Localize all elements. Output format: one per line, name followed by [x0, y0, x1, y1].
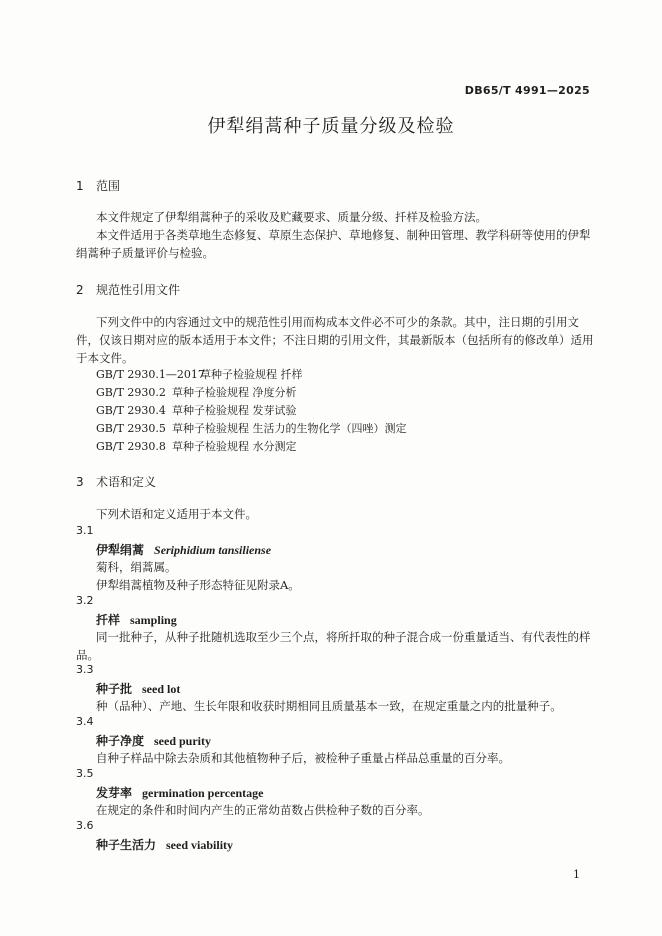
section-number: 2 — [76, 283, 84, 297]
term-zh: 发芽率 — [96, 786, 133, 800]
term-number: 3.6 — [76, 819, 94, 832]
reference-code: GB/T 2930.2 — [96, 386, 166, 399]
page-number: 1 — [573, 868, 580, 881]
reference-code: GB/T 2930.4 — [96, 404, 166, 417]
term-number: 3.4 — [76, 715, 94, 728]
term-heading — [96, 541, 271, 558]
reference-item — [96, 420, 407, 436]
reference-item — [96, 384, 297, 400]
term-heading — [96, 680, 180, 697]
reference-code: GB/T 2930.8 — [96, 440, 166, 453]
term-zh: 种子批 — [96, 682, 133, 696]
section-title: 范围 — [96, 179, 121, 193]
term-number: 3.3 — [76, 663, 94, 676]
reference-title: 草种子检验规程 净度分析 — [172, 386, 297, 399]
section-3-heading — [76, 473, 156, 490]
reference-title: 草种子检验规程 生活力的生物化学（四唑）测定 — [172, 422, 407, 435]
term-zh: 种子净度 — [96, 734, 145, 748]
term-number: 3.2 — [76, 594, 94, 607]
standard-code: DB65/T 4991—2025 — [464, 84, 590, 97]
term-definition: 菊科，绢蒿属。 — [96, 560, 177, 574]
section-number: 1 — [76, 179, 84, 193]
term-heading — [96, 836, 233, 853]
term-definition: 在规定的条件和时间内产生的正常幼苗数占供检种子数的百分率。 — [96, 803, 430, 817]
term-en: germination percentage — [142, 786, 264, 800]
term-en: seed viability — [166, 838, 234, 852]
term-en: Seriphidium tansiliense — [154, 543, 272, 557]
term-heading — [96, 732, 211, 749]
term-en: seed purity — [154, 734, 212, 748]
term-definition: 自种子样品中除去杂质和其他植物种子后，被检种子重量占样品总重量的百分率。 — [96, 751, 510, 765]
term-zh: 扦样 — [96, 613, 121, 627]
reference-code: GB/T 2930.5 — [96, 422, 166, 435]
terms-intro: 下列术语和定义适用于本文件。 — [96, 507, 257, 521]
scope-paragraph-2: 本文件适用于各类草地生态修复、草原生态保护、草地修复、制种田管理、教学科研等使用的伊犁绢蒿种子质量评价与检验。 — [76, 228, 591, 260]
scope-paragraph-1: 本文件规定了伊犁绢蒿种子的采收及贮藏要求、质量分级、扦样及检验方法。 — [96, 210, 487, 224]
term-heading — [96, 784, 263, 801]
reference-item — [96, 402, 297, 418]
section-title: 规范性引用文件 — [96, 283, 181, 297]
term-heading — [96, 611, 177, 628]
term-en: seed lot — [142, 682, 181, 696]
term-zh: 伊犁绢蒿 — [96, 543, 145, 557]
term-definition: 种（品种）、产地、生长年限和收获时期相同且质量基本一致，在规定重量之内的批量种子。 — [96, 699, 562, 713]
term-number: 3.5 — [76, 767, 94, 780]
term-en: sampling — [130, 613, 177, 627]
section-2-heading — [76, 281, 180, 298]
term-definition: 伊犁绢蒿植物及种子形态特征见附录A。 — [96, 578, 300, 592]
section-1-heading — [76, 177, 120, 194]
reference-title: 草种子检验规程 发芽试验 — [172, 404, 297, 417]
document-title: 伊犁绢蒿种子质量分级及检验 — [207, 116, 455, 137]
term-zh: 种子生活力 — [96, 838, 157, 852]
reference-title: 草种子检验规程 扦样 — [200, 368, 303, 381]
reference-item — [96, 366, 303, 382]
reference-item — [96, 438, 297, 454]
term-definition: 同一批种子，从种子批随机选取至少三个点，将所扦取的种子混合成一份重量适当、有代表性的样品。 — [76, 630, 591, 662]
section-title: 术语和定义 — [96, 475, 157, 489]
references-intro: 下列文件中的内容通过文中的规范性引用而构成本文件必不可少的条款。其中，注日期的引用文件，仅该日期对应的版本适用于本文件；不注日期的引用文件，其最新版本（包括所有的修改单）适用于本文件。 — [76, 315, 594, 365]
term-number: 3.1 — [76, 524, 94, 537]
reference-title: 草种子检验规程 水分测定 — [172, 440, 297, 453]
reference-code: GB/T 2930.1—2017 — [96, 368, 205, 381]
section-number: 3 — [76, 475, 84, 489]
